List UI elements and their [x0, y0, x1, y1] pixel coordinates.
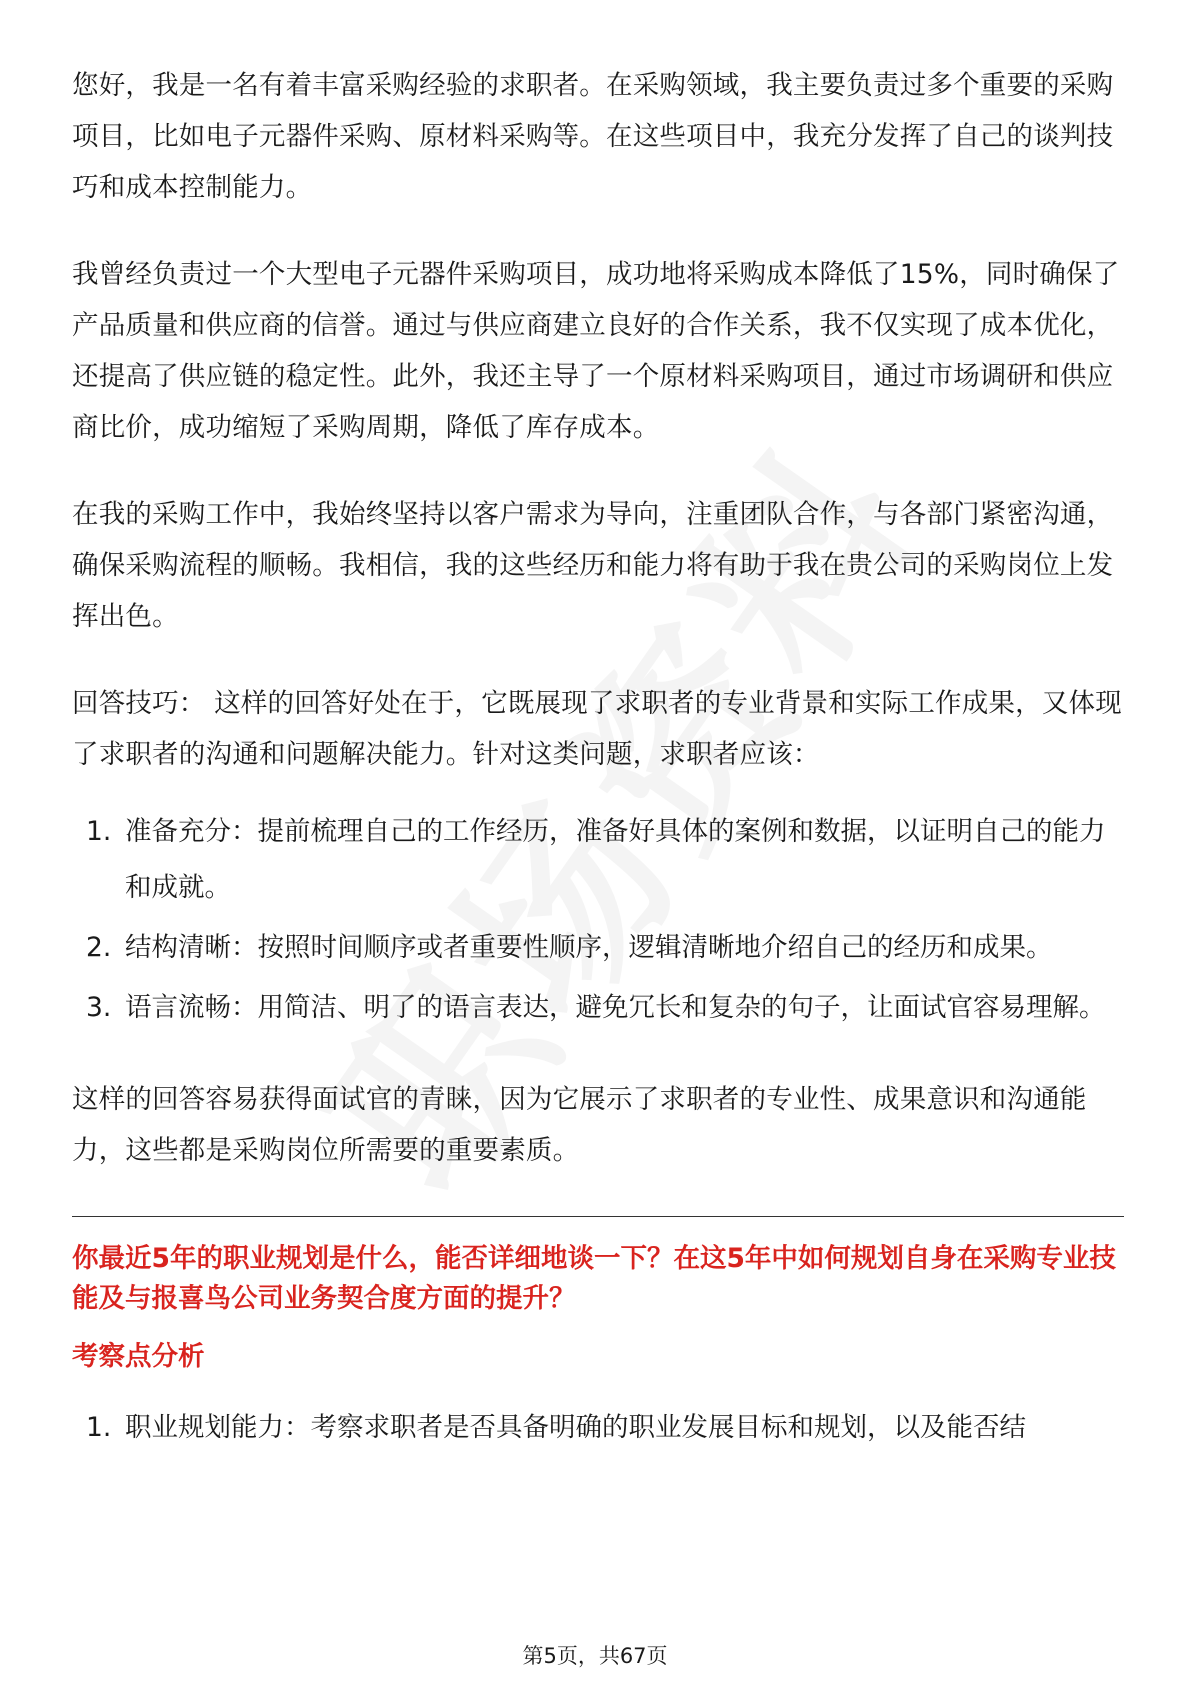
- list-text: 职业规划能力：考察求职者是否具备明确的职业发展目标和规划，以及能否结: [125, 1412, 1026, 1443]
- list-number: 3.: [86, 992, 112, 1023]
- answer-paragraph-2: 我曾经负责过一个大型电子元器件采购项目，成功地将采购成本降低了15%，同时确保了产品质量和供应商的信誉。通过与供应商建立良好的合作关系，我不仅实现了成本优化，还提高了供应链的稳定性。此外，我还主导了一个原材料采购项目，通过市场调研和供应商比价，成功缩短了采购周期，降低了库存成本。: [72, 259, 1120, 443]
- closing-paragraph: 这样的回答容易获得面试官的青睐，因为它展示了求职者的专业性、成果意识和沟通能力，这些都是采购岗位所需要的重要素质。: [72, 1084, 1087, 1166]
- answer-tips-intro: 回答技巧： 这样的回答好处在于，它既展现了求职者的专业背景和实际工作成果，又体现了求职者的沟通和问题解决能力。针对这类问题，求职者应该：: [72, 688, 1122, 770]
- list-number: 2.: [86, 932, 112, 963]
- page-footer: 第5页，共67页: [522, 1644, 668, 1668]
- list-item: [72, 1403, 1124, 1453]
- tips-list: [72, 804, 1124, 1036]
- interview-question: 你最近5年的职业规划是什么，能否详细地谈一下？在这5年中如何规划自身在采购专业技能及与报喜鸟公司业务契合度方面的提升？: [72, 1243, 1116, 1314]
- list-item: [72, 804, 1124, 916]
- list-number: 1.: [86, 1412, 112, 1443]
- list-number: 1.: [86, 816, 112, 847]
- list-item: [72, 980, 1124, 1036]
- list-text: 准备充分：提前梳理自己的工作经历，准备好具体的案例和数据，以证明自己的能力和成就。: [125, 816, 1106, 903]
- page-content: [72, 60, 1124, 1453]
- list-item: [72, 920, 1124, 976]
- list-text: 结构清晰：按照时间顺序或者重要性顺序，逻辑清晰地介绍自己的经历和成果。: [125, 932, 1053, 963]
- analysis-list: [72, 1403, 1124, 1453]
- analysis-heading: 考察点分析: [72, 1341, 205, 1372]
- section-divider: [72, 1216, 1124, 1217]
- list-text: 语言流畅：用简洁、明了的语言表达，避免冗长和复杂的句子，让面试官容易理解。: [125, 992, 1106, 1023]
- answer-paragraph-3: 在我的采购工作中，我始终坚持以客户需求为导向，注重团队合作，与各部门紧密沟通，确保采购流程的顺畅。我相信，我的这些经历和能力将有助于我在贵公司的采购岗位上发挥出色。: [72, 499, 1114, 632]
- answer-paragraph-1: 您好，我是一名有着丰富采购经验的求职者。在采购领域，我主要负责过多个重要的采购项目，比如电子元器件采购、原材料采购等。在这些项目中，我充分发挥了自己的谈判技巧和成本控制能力。: [72, 70, 1114, 203]
